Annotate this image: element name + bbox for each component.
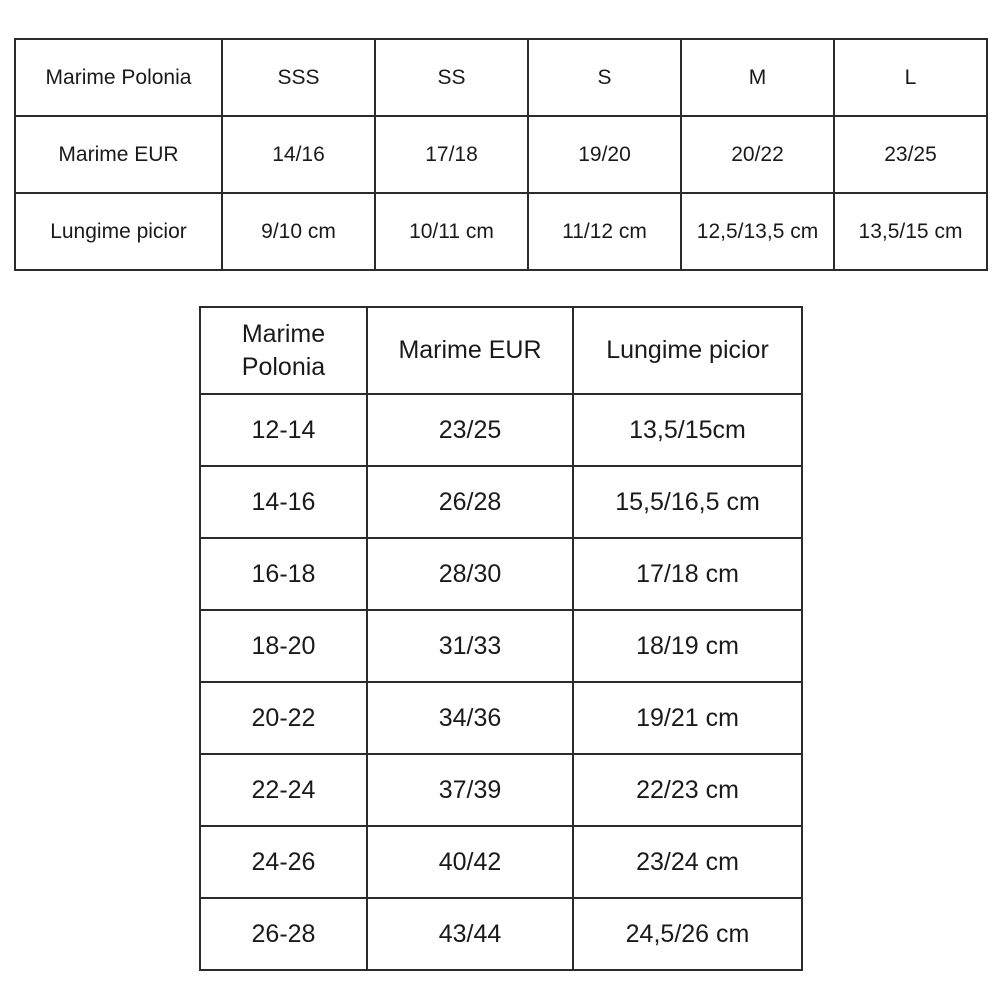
size-table-small — [14, 38, 988, 271]
row-header-lungime-picior: Lungime picior — [15, 193, 222, 270]
table-cell: M — [681, 39, 834, 116]
table-cell: 23/24 cm — [573, 826, 802, 898]
table-cell: SS — [375, 39, 528, 116]
table-row — [15, 116, 987, 193]
table-row — [200, 898, 802, 970]
table-cell: 17/18 cm — [573, 538, 802, 610]
table-cell: 12,5/13,5 cm — [681, 193, 834, 270]
table-header-row — [200, 307, 802, 394]
table-cell: 9/10 cm — [222, 193, 375, 270]
table-cell: 28/30 — [367, 538, 573, 610]
row-header-marime-polonia: Marime Polonia — [15, 39, 222, 116]
table-cell: 15,5/16,5 cm — [573, 466, 802, 538]
table-cell: 23/25 — [834, 116, 987, 193]
table-cell: S — [528, 39, 681, 116]
table-cell: 12-14 — [200, 394, 367, 466]
table-cell: 26-28 — [200, 898, 367, 970]
table-cell: 14-16 — [200, 466, 367, 538]
column-header-marime-eur: Marime EUR — [367, 307, 573, 394]
table-cell: 18-20 — [200, 610, 367, 682]
table-row — [15, 193, 987, 270]
column-header-lungime-picior: Lungime picior — [573, 307, 802, 394]
table-cell: 43/44 — [367, 898, 573, 970]
table-cell: 34/36 — [367, 682, 573, 754]
table-row — [15, 39, 987, 116]
table-cell: 13,5/15 cm — [834, 193, 987, 270]
table-row — [200, 754, 802, 826]
row-header-marime-eur: Marime EUR — [15, 116, 222, 193]
table-cell: 24-26 — [200, 826, 367, 898]
size-table-large — [199, 306, 803, 971]
table-row — [200, 610, 802, 682]
table-cell: 31/33 — [367, 610, 573, 682]
table-cell: L — [834, 39, 987, 116]
table-cell: 18/19 cm — [573, 610, 802, 682]
table-row — [200, 682, 802, 754]
table-cell: 23/25 — [367, 394, 573, 466]
table-cell: 14/16 — [222, 116, 375, 193]
table-cell: 11/12 cm — [528, 193, 681, 270]
table-cell: 16-18 — [200, 538, 367, 610]
table-row — [200, 394, 802, 466]
table-cell: 13,5/15cm — [573, 394, 802, 466]
table-row — [200, 538, 802, 610]
table-cell: 37/39 — [367, 754, 573, 826]
table-cell: SSS — [222, 39, 375, 116]
table-cell: 22/23 cm — [573, 754, 802, 826]
column-header-marime-polonia: Marime Polonia — [200, 307, 367, 394]
table-cell: 26/28 — [367, 466, 573, 538]
table-cell: 20-22 — [200, 682, 367, 754]
table-cell: 19/20 — [528, 116, 681, 193]
table-row — [200, 466, 802, 538]
table-row — [200, 826, 802, 898]
table-cell: 40/42 — [367, 826, 573, 898]
table-cell: 20/22 — [681, 116, 834, 193]
table-cell: 19/21 cm — [573, 682, 802, 754]
table-cell: 10/11 cm — [375, 193, 528, 270]
table-cell: 22-24 — [200, 754, 367, 826]
table-cell: 24,5/26 cm — [573, 898, 802, 970]
table-cell: 17/18 — [375, 116, 528, 193]
